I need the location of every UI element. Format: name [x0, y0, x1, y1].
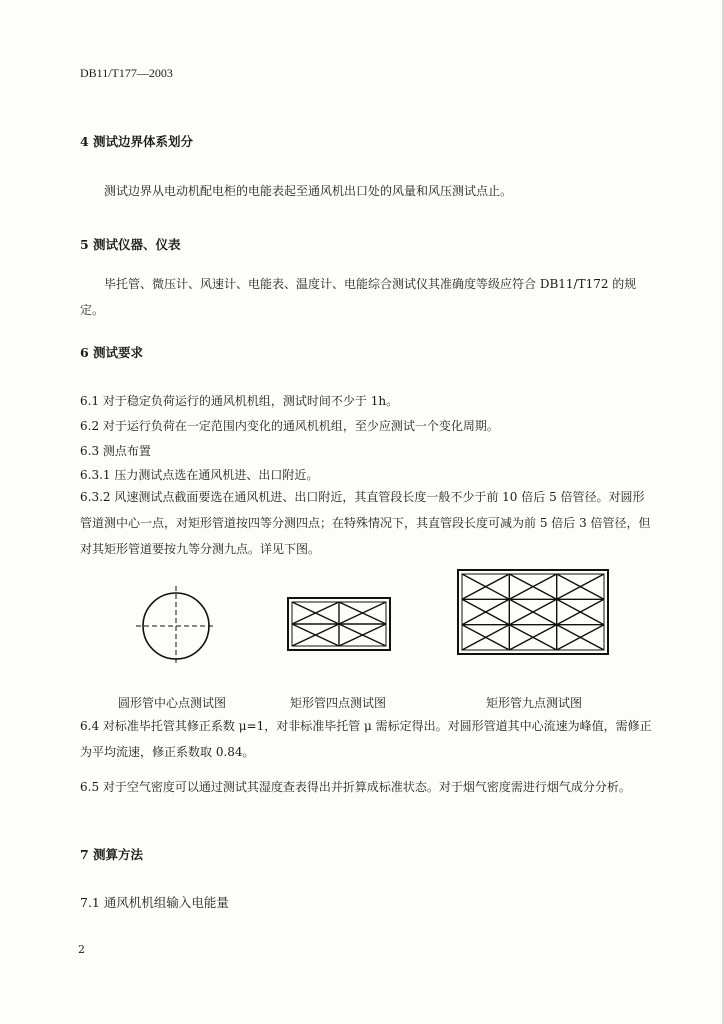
- section-4-text: 测试边界从电动机配电柜的电能表起至通风机出口处的风量和风压测试点止。: [104, 184, 513, 198]
- clause-6-4: 6.4 对标准毕托管其修正系数 μ=1，对非标准毕托管 μ 需标定得出。对圆形管道其中心流速为峰值，需修正为平均流速，修正系数取 0.84。: [80, 719, 652, 759]
- measurement-point-figures: [0, 566, 724, 706]
- section-5-text: 毕托管、微压计、风速计、电能表、温度计、电能综合测试仪其准确度等级应符合 DB11/T172 的规定。: [80, 277, 637, 317]
- circular-duct-figure: [136, 586, 216, 666]
- clause-6-3-1: 6.3.1 压力测试点选在通风机进、出口附近。: [80, 468, 319, 482]
- clause-6-2: 6.2 对于运行负荷在一定范围内变化的通风机机组，至少应测试一个变化周期。: [80, 419, 499, 433]
- rect-four-point-figure: [288, 598, 390, 650]
- circle-figure-caption: 圆形管中心点测试图: [118, 696, 227, 710]
- rect9-figure-caption: 矩形管九点测试图: [486, 696, 583, 710]
- section-5-title: 5 测试仪器、仪表: [80, 237, 181, 252]
- clause-6-3-2: 6.3.2 风速测试点截面要选在通风机进、出口附近，其直管段长度一般不少于前 10 倍后 5 倍管径。对圆形管道测中心一点，对矩形管道按四等分测四点；在特殊情况下，其直管段长度可减为前 5 倍后 3 倍管径，但对其矩形管道要按九等分测九点。详见下图。: [80, 490, 651, 556]
- section-4-title: 4 测试边界体系划分: [80, 134, 194, 149]
- clause-7-1: 7.1 通风机机组输入电能量: [80, 895, 229, 910]
- section-6-title: 6 测试要求: [80, 345, 144, 360]
- rect4-figure-caption: 矩形管四点测试图: [290, 696, 387, 710]
- document-code: DB11/T177—2003: [80, 66, 173, 80]
- page-number: 2: [78, 943, 85, 956]
- section-7-title: 7 测算方法: [80, 847, 144, 862]
- rect-nine-point-figure: [458, 570, 608, 654]
- clause-6-3: 6.3 测点布置: [80, 444, 151, 458]
- clause-6-5: 6.5 对于空气密度可以通过测试其湿度查表得出并折算成标准状态。对于烟气密度需进行烟气成分分析。: [80, 780, 631, 794]
- clause-6-1: 6.1 对于稳定负荷运行的通风机机组，测试时间不少于 1h。: [80, 394, 399, 408]
